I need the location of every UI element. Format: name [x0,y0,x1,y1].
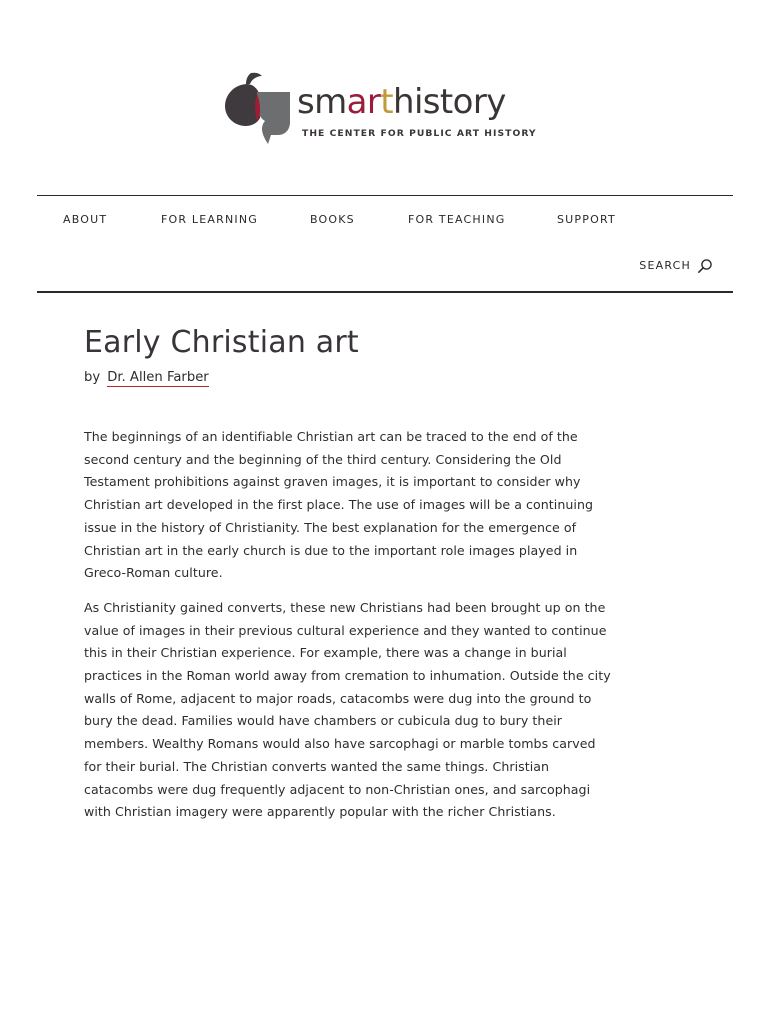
text-line: walls of Rome, adjacent to major roads, catacombs were dug into the ground to [84,690,592,706]
wordmark-part: r [366,82,381,122]
text-line: catacombs were dug frequently adjacent to non-Christian ones, and sarcophagi [84,781,591,797]
logo-tagline: THE CENTER FOR PUBLIC ART HISTORY [302,128,537,139]
article [84,322,684,836]
nav-item-books[interactable]: BOOKS [310,213,355,226]
wordmark-part: a [346,82,367,122]
byline [84,368,684,388]
article-body [84,426,684,824]
nav-item-support[interactable]: SUPPORT [557,213,616,226]
text-line: practices in the Roman world away from cremation to inhumation. Outside the city [84,668,611,684]
text-line: Christian art in the early church is due to the important role images played in [84,542,578,558]
text-line: with Christian imagery were apparently popular with the richer Christians. [84,804,556,820]
search-button[interactable] [639,258,713,274]
main-nav [37,196,733,291]
text-line: this in their Christian experience. For example, there was a change in burial [84,645,567,661]
search-label: SEARCH [639,259,691,272]
author-link[interactable]: Dr. Allen Farber [107,370,209,385]
text-line: bury the dead. Families would have chambers or cubicula dug to bury their [84,713,563,729]
nav-item-for-learning[interactable]: FOR LEARNING [161,213,258,226]
text-line: Christian art developed in the first place. The use of images will be a continuing [84,497,594,513]
text-line: Testament prohibitions against graven images, it is important to consider why [84,474,581,490]
nav-item-for-teaching[interactable]: FOR TEACHING [408,213,506,226]
text-line: issue in the history of Christianity. The best explanation for the emergence of [84,519,577,535]
nav-item-about[interactable]: ABOUT [63,213,108,226]
wordmark-part: history [393,82,506,122]
page-title: Early Christian art [84,325,359,360]
wordmark [297,77,506,127]
wordmark-part: sm [297,82,347,122]
site-logo[interactable] [224,72,554,146]
paragraph [84,597,684,824]
wordmark-part: t [380,82,394,122]
text-line: for their burial. The Christian converts wanted the same things. Christian [84,758,550,774]
byline-prefix: by [84,370,101,385]
nav-bottom-divider [37,291,733,293]
text-line: second century and the beginning of the third century. Considering the Old [84,451,562,467]
text-line: members. Wealthy Romans would also have sarcophagi or marble tombs carved [84,736,596,752]
text-line: As Christianity gained converts, these new Christians had been brought up on the [84,599,606,615]
text-line: value of images in their previous cultural experience and they wanted to continue [84,622,607,638]
paragraph [84,426,684,585]
search-icon [697,258,713,274]
text-line: The beginnings of an identifiable Christian art can be traced to the end of the [84,429,578,444]
text-line: Greco-Roman culture. [84,565,223,581]
quote-mark-logo-icon [224,72,292,144]
